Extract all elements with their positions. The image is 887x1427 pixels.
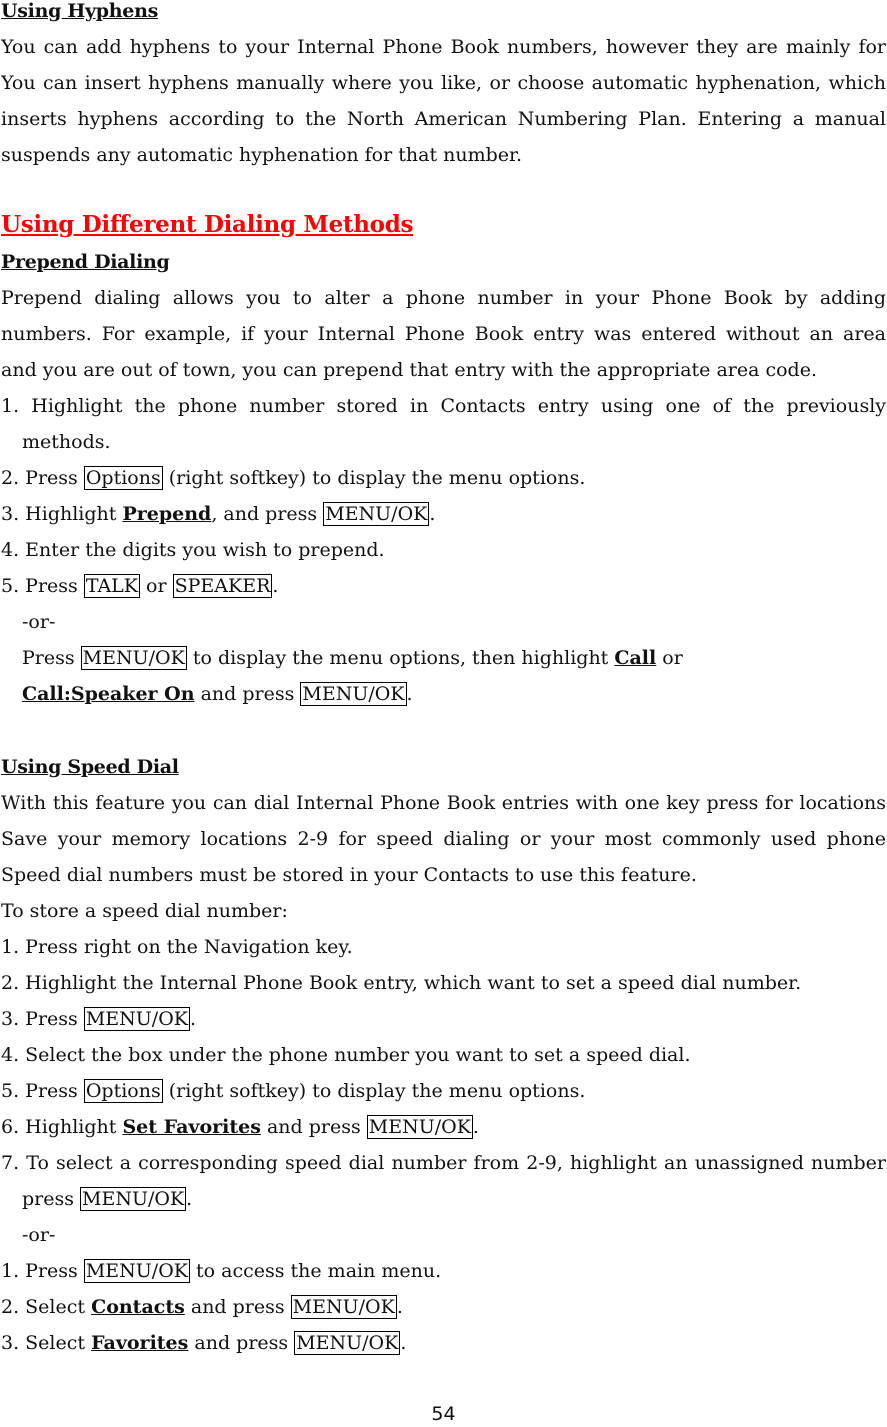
paragraph-line: Prepend dialing allows you to alter a phone number in your Phone Book by adding xyxy=(1,287,886,309)
call-speaker-on-menu-item: Call:Speaker On xyxy=(22,683,195,705)
step-4: 4. Enter the digits you wish to prepend. xyxy=(1,539,385,561)
speed-step-4: 4. Select the box under the phone number you want to set a speed dial. xyxy=(1,1044,691,1066)
text: 2. Select xyxy=(1,1296,92,1318)
text: . xyxy=(400,1332,407,1354)
text: and press xyxy=(194,683,301,705)
step-3 xyxy=(1,496,435,532)
text: or xyxy=(656,647,683,669)
text: to access the main menu. xyxy=(189,1260,442,1282)
paragraph-line: inserts hyphens according to the North American Numbering Plan. Entering a manual xyxy=(1,108,886,130)
speed-step-5 xyxy=(1,1073,585,1109)
menu-ok-key-label: MENU/OK xyxy=(368,1116,471,1138)
paragraph-line: You can insert hyphens manually where you like, or choose automatic hyphenation, which xyxy=(1,72,886,94)
paragraph-line: numbers. For example, if your Internal Phone Book entry was entered without an area xyxy=(1,323,886,345)
menu-ok-key-label: MENU/OK xyxy=(85,1260,188,1282)
text: 3. Highlight xyxy=(1,503,123,525)
text: or xyxy=(140,575,173,597)
page-number: 54 xyxy=(431,1403,456,1425)
text: . xyxy=(272,575,279,597)
text: 3. Select xyxy=(1,1332,92,1354)
paragraph-line: Speed dial numbers must be stored in your Contacts to use this feature. xyxy=(1,864,697,886)
text: . xyxy=(429,503,436,525)
step-1-continued: methods. xyxy=(22,431,111,453)
text: 5. Press xyxy=(1,1080,84,1102)
paragraph-line: With this feature you can dial Internal Phone Book entries with one key press for locations xyxy=(1,792,886,814)
prepend-menu-item: Prepend xyxy=(122,503,212,525)
text: (right softkey) to display the menu options. xyxy=(162,1080,586,1102)
set-favorites-menu-item: Set Favorites xyxy=(122,1116,261,1138)
text: . xyxy=(189,1008,197,1030)
call-menu-item: Call xyxy=(614,647,657,669)
paragraph-line: Save your memory locations 2-9 for speed dialing or your most commonly used phone xyxy=(1,828,886,850)
alt-step-3 xyxy=(1,1325,406,1361)
menu-ok-key-label: MENU/OK xyxy=(82,1188,185,1210)
text: 1. Press xyxy=(1,1260,84,1282)
speed-step-7: 7. To select a corresponding speed dial number from 2-9, highlight an unassigned number xyxy=(1,1152,886,1174)
heading-using-hyphens: Using Hyphens xyxy=(1,0,158,22)
or-separator: -or- xyxy=(22,1224,56,1246)
menu-ok-key-label: MENU/OK xyxy=(296,1332,399,1354)
text: and press xyxy=(188,1332,295,1354)
alt-step-2 xyxy=(1,1289,403,1325)
text: Press xyxy=(22,647,81,669)
text: . xyxy=(186,1188,193,1210)
text: . xyxy=(396,1296,403,1318)
heading-prepend-dialing: Prepend Dialing xyxy=(1,251,170,273)
contacts-menu-item: Contacts xyxy=(91,1296,185,1318)
speed-step-1: 1. Press right on the Navigation key. xyxy=(1,936,353,958)
text: 2. Press xyxy=(1,467,84,489)
text: and press xyxy=(260,1116,367,1138)
alternate-step xyxy=(22,640,683,676)
options-key-label: Options xyxy=(85,1080,161,1102)
store-intro: To store a speed dial number: xyxy=(1,900,288,922)
step-1: 1. Highlight the phone number stored in Contacts entry using one of the previously xyxy=(1,395,886,417)
step-5 xyxy=(1,568,278,604)
heading-using-speed-dial: Using Speed Dial xyxy=(1,756,179,778)
menu-ok-key-label: MENU/OK xyxy=(85,1008,188,1030)
menu-ok-key-label: MENU/OK xyxy=(292,1296,395,1318)
speaker-key-label: SPEAKER xyxy=(174,575,271,597)
menu-ok-key-label: MENU/OK xyxy=(82,647,185,669)
options-key-label: Options xyxy=(85,467,161,489)
alternate-step-continued xyxy=(22,676,413,712)
text: (right softkey) to display the menu options. xyxy=(162,467,586,489)
talk-key-label: TALK xyxy=(85,575,138,597)
or-separator: -or- xyxy=(22,611,56,633)
paragraph-line: suspends any automatic hyphenation for that number. xyxy=(1,144,523,166)
favorites-menu-item: Favorites xyxy=(91,1332,189,1354)
speed-step-2: 2. Highlight the Internal Phone Book entry, which want to set a speed dial number. xyxy=(1,972,802,994)
speed-step-3 xyxy=(1,1001,196,1037)
speed-step-6 xyxy=(1,1109,479,1145)
paragraph-line: and you are out of town, you can prepend that entry with the appropriate area code. xyxy=(1,359,817,381)
menu-ok-key-label: MENU/OK xyxy=(302,683,405,705)
text: and press xyxy=(184,1296,291,1318)
text: . xyxy=(472,1116,479,1138)
text: 3. Press xyxy=(1,1008,84,1030)
text: to display the menu options, then highlight xyxy=(186,647,615,669)
speed-step-7-continued xyxy=(22,1181,192,1217)
paragraph-line: You can add hyphens to your Internal Phone Book numbers, however they are mainly for xyxy=(1,36,886,58)
text: press xyxy=(22,1188,81,1210)
text: 5. Press xyxy=(1,575,84,597)
text: . xyxy=(406,683,413,705)
heading-dialing-methods: Using Different Dialing Methods xyxy=(1,211,414,238)
menu-ok-key-label: MENU/OK xyxy=(325,503,428,525)
text: , and press xyxy=(211,503,324,525)
step-2 xyxy=(1,460,585,496)
text: 6. Highlight xyxy=(1,1116,123,1138)
alt-step-1 xyxy=(1,1253,441,1289)
